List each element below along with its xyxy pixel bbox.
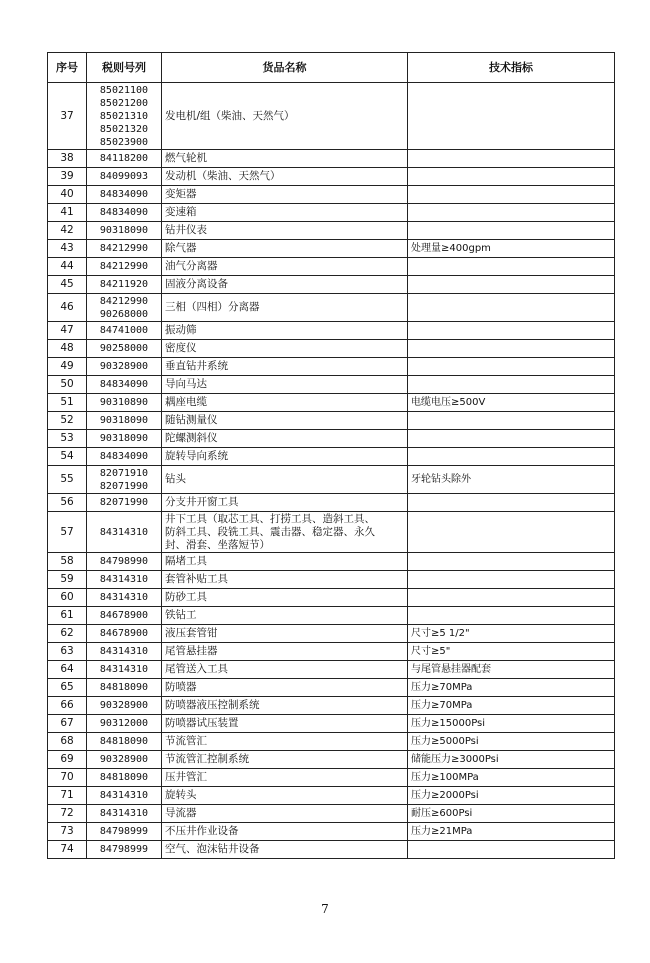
cell-tech-spec [408,430,615,448]
cell-tariff-code-line: 84798990 [99,556,149,567]
table-row [48,322,615,340]
table-row [48,823,615,841]
cell-tech-spec [408,222,615,240]
cell-tariff-code [87,823,162,841]
cell-tariff-code-line: 84314310 [99,808,149,819]
cell-seq: 57 [48,512,87,553]
cell-tech-spec [408,294,615,322]
cell-goods-name-line: 旋转头 [165,789,197,801]
page-number: 7 [321,902,329,916]
cell-seq: 50 [48,376,87,394]
cell-tariff-code-line: 84212990 [99,243,149,254]
cell-tech-spec [408,83,615,150]
cell-tech-spec [408,787,615,805]
cell-tariff-code [87,204,162,222]
cell-tariff-code-line: 84211920 [99,279,149,290]
cell-tariff-code-line: 84818090 [99,736,149,747]
cell-seq: 66 [48,697,87,715]
cell-tariff-code-line: 85021310 [99,110,149,122]
cell-tech-spec-line: 压力≥15000Psi [411,718,486,729]
table-row [48,150,615,168]
cell-tariff-code-line: 82071910 [99,467,149,479]
cell-goods-name [162,512,408,553]
cell-goods-name-line: 发动机（柴油、天然气） [165,170,281,182]
cell-goods-name [162,643,408,661]
cell-goods-name [162,697,408,715]
cell-goods-name-line: 隔堵工具 [165,555,207,567]
cell-tech-spec-line: 压力≥2000Psi [411,790,479,801]
cell-tariff-code [87,589,162,607]
cell-tariff-code [87,150,162,168]
cell-tech-spec [408,769,615,787]
cell-tech-spec [408,258,615,276]
cell-goods-name [162,240,408,258]
cell-tech-spec [408,340,615,358]
cell-tariff-code-line: 90328900 [99,361,149,372]
cell-seq: 67 [48,715,87,733]
cell-goods-name-line: 压井管汇 [165,771,207,783]
table-body [48,83,615,859]
cell-tariff-code [87,276,162,294]
cell-tariff-code [87,607,162,625]
table-row [48,83,615,150]
cell-seq: 52 [48,412,87,430]
cell-goods-name-line: 防斜工具、段铣工具、震击器、稳定器、永久 [165,525,375,538]
cell-tariff-code [87,168,162,186]
cell-seq: 73 [48,823,87,841]
cell-goods-name [162,787,408,805]
cell-tariff-code-line: 85021320 [99,123,149,135]
cell-goods-name-line: 垂直钻井系统 [165,360,228,372]
table-row [48,222,615,240]
cell-tech-spec [408,553,615,571]
cell-goods-name-line: 钻井仪表 [165,224,207,236]
cell-goods-name [162,204,408,222]
cell-seq: 61 [48,607,87,625]
cell-tariff-code-line: 90258000 [99,343,149,354]
cell-goods-name-line: 导向马达 [165,378,207,390]
cell-tech-spec [408,512,615,553]
cell-tariff-code [87,466,162,494]
cell-tariff-code [87,186,162,204]
cell-goods-name-line: 密度仪 [165,342,197,354]
cell-tech-spec [408,751,615,769]
table-row [48,168,615,186]
cell-tech-spec [408,571,615,589]
cell-goods-name-line: 钻头 [165,473,186,485]
cell-tariff-code-line: 90318090 [99,415,149,426]
cell-tariff-code-line: 85021200 [99,97,149,109]
cell-goods-name [162,625,408,643]
cell-tariff-code-line: 84834090 [99,451,149,462]
cell-tech-spec-line: 与尾管悬挂器配套 [411,664,491,675]
header-tariff-code: 税则号列 [87,53,162,83]
cell-goods-name [162,150,408,168]
cell-tariff-code-line: 84314310 [99,574,149,585]
table-row [48,607,615,625]
cell-tariff-code [87,751,162,769]
cell-goods-name-line: 分支井开窗工具 [165,496,239,508]
cell-tech-spec [408,448,615,466]
table-row [48,204,615,222]
cell-tariff-code-line: 90328900 [99,700,149,711]
cell-goods-name [162,494,408,512]
cell-goods-name [162,733,408,751]
table-row [48,805,615,823]
cell-goods-name [162,751,408,769]
table-row [48,589,615,607]
cell-goods-name-line: 变速箱 [165,206,197,218]
cell-tariff-code-line: 84678900 [99,610,149,621]
goods-table [47,52,615,859]
table-row [48,715,615,733]
cell-goods-name-line: 防砂工具 [165,591,207,603]
cell-tariff-code [87,340,162,358]
cell-goods-name-line: 尾管送入工具 [165,663,228,675]
cell-tariff-code [87,553,162,571]
table-row [48,512,615,553]
table-row [48,258,615,276]
cell-goods-name [162,466,408,494]
cell-tech-spec [408,643,615,661]
cell-tariff-code [87,643,162,661]
cell-seq: 72 [48,805,87,823]
cell-tech-spec [408,733,615,751]
cell-tech-spec-line: 处理量≥400gpm [411,243,491,254]
cell-seq: 54 [48,448,87,466]
cell-tariff-code [87,697,162,715]
header-tech-spec: 技术指标 [408,53,615,83]
cell-goods-name-line: 除气器 [165,242,197,254]
cell-tech-spec [408,240,615,258]
header-goods-name: 货品名称 [162,53,408,83]
cell-tariff-code [87,733,162,751]
cell-goods-name [162,376,408,394]
cell-goods-name [162,769,408,787]
cell-tariff-code-line: 90318090 [99,433,149,444]
cell-tariff-code [87,222,162,240]
cell-goods-name-line: 防喷器试压装置 [165,717,239,729]
table-row [48,494,615,512]
cell-tariff-code-line: 84099093 [99,171,149,182]
cell-tariff-code [87,512,162,553]
cell-tariff-code [87,322,162,340]
cell-seq: 43 [48,240,87,258]
cell-tech-spec-line: 压力≥21MPa [411,826,473,837]
cell-goods-name [162,168,408,186]
cell-tariff-code-line: 84678900 [99,628,149,639]
cell-tariff-code [87,240,162,258]
cell-seq: 65 [48,679,87,697]
cell-tariff-code-line: 84798999 [99,844,149,855]
table-row [48,466,615,494]
cell-tech-spec-line: 储能压力≥3000Psi [411,754,499,765]
cell-tariff-code-line: 90318090 [99,225,149,236]
cell-seq: 37 [48,83,87,150]
cell-tech-spec [408,841,615,859]
cell-tech-spec-line: 尺寸≥5" [411,646,451,657]
cell-goods-name [162,589,408,607]
cell-goods-name [162,607,408,625]
cell-goods-name-line: 套管补贴工具 [165,573,228,585]
cell-seq: 71 [48,787,87,805]
table-header-row [48,53,615,83]
table-row [48,769,615,787]
cell-seq: 62 [48,625,87,643]
cell-seq: 44 [48,258,87,276]
cell-tariff-code [87,661,162,679]
cell-goods-name [162,222,408,240]
cell-tariff-code [87,358,162,376]
cell-goods-name-line: 导流器 [165,807,197,819]
table-row [48,430,615,448]
cell-tech-spec [408,589,615,607]
cell-tech-spec [408,376,615,394]
cell-tech-spec [408,168,615,186]
cell-tech-spec [408,412,615,430]
cell-tariff-code [87,787,162,805]
cell-tariff-code-line: 82071990 [99,497,149,508]
cell-tariff-code-line: 82071990 [99,480,149,492]
cell-tech-spec [408,715,615,733]
cell-goods-name [162,571,408,589]
cell-tariff-code [87,571,162,589]
table-row [48,358,615,376]
cell-tariff-code [87,448,162,466]
cell-tariff-code-line: 84834090 [99,189,149,200]
cell-goods-name [162,340,408,358]
cell-goods-name-line: 耦座电缆 [165,396,207,408]
cell-goods-name-line: 燃气轮机 [165,152,207,164]
cell-seq: 58 [48,553,87,571]
cell-tech-spec [408,150,615,168]
cell-goods-name-line: 不压井作业设备 [165,825,239,837]
cell-tech-spec-line: 压力≥70MPa [411,682,473,693]
cell-tariff-code [87,769,162,787]
cell-tariff-code [87,494,162,512]
cell-goods-name-line: 铁钻工 [165,609,197,621]
cell-goods-name [162,276,408,294]
cell-seq: 49 [48,358,87,376]
cell-tech-spec [408,607,615,625]
cell-seq: 47 [48,322,87,340]
cell-tariff-code-line: 84818090 [99,682,149,693]
cell-goods-name [162,358,408,376]
table-row [48,841,615,859]
cell-goods-name [162,430,408,448]
cell-goods-name-line: 井下工具（取芯工具、打捞工具、造斜工具、 [165,512,375,525]
cell-tariff-code [87,805,162,823]
cell-tariff-code [87,841,162,859]
cell-goods-name [162,322,408,340]
cell-tariff-code-line: 84212990 [99,261,149,272]
cell-goods-name-line: 节流管汇 [165,735,207,747]
cell-seq: 64 [48,661,87,679]
cell-seq: 55 [48,466,87,494]
table-row [48,661,615,679]
cell-tariff-code-line: 84314310 [99,526,149,538]
cell-tech-spec-line: 牙轮钻头除外 [411,474,471,485]
cell-seq: 59 [48,571,87,589]
table-row [48,240,615,258]
cell-goods-name [162,186,408,204]
table-row [48,733,615,751]
cell-tariff-code-line: 85021100 [99,84,149,96]
table-row [48,679,615,697]
table-row [48,625,615,643]
table-row [48,787,615,805]
cell-goods-name-line: 防喷器 [165,681,197,693]
cell-tariff-code [87,376,162,394]
cell-goods-name [162,394,408,412]
table-row [48,186,615,204]
cell-tech-spec [408,679,615,697]
cell-seq: 69 [48,751,87,769]
cell-goods-name [162,553,408,571]
cell-tariff-code-line: 84741000 [99,325,149,336]
cell-seq: 70 [48,769,87,787]
cell-seq: 45 [48,276,87,294]
table-row [48,553,615,571]
cell-tariff-code [87,679,162,697]
table-row [48,412,615,430]
cell-seq: 53 [48,430,87,448]
cell-goods-name-line: 振动筛 [165,324,197,336]
cell-tariff-code-line: 84314310 [99,592,149,603]
table-row [48,376,615,394]
cell-goods-name [162,294,408,322]
cell-tariff-code [87,715,162,733]
cell-tech-spec [408,466,615,494]
cell-tariff-code [87,394,162,412]
cell-tariff-code-line: 84314310 [99,790,149,801]
cell-seq: 48 [48,340,87,358]
cell-goods-name-line: 防喷器液压控制系统 [165,699,260,711]
cell-goods-name-line: 节流管汇控制系统 [165,753,249,765]
header-seq: 序号 [48,53,87,83]
cell-goods-name [162,258,408,276]
cell-tech-spec [408,661,615,679]
cell-goods-name-line: 旋转导向系统 [165,450,228,462]
cell-goods-name [162,841,408,859]
cell-tariff-code-line: 90312000 [99,718,149,729]
cell-goods-name [162,823,408,841]
cell-goods-name-line: 油气分离器 [165,260,218,272]
cell-seq: 56 [48,494,87,512]
table-row [48,697,615,715]
cell-goods-name-line: 封、滑套、坐落短节） [165,538,270,551]
cell-goods-name-line: 陀螺测斜仪 [165,432,218,444]
cell-tariff-code [87,83,162,150]
cell-seq: 41 [48,204,87,222]
table-row [48,643,615,661]
cell-goods-name-line: 空气、泡沫钻井设备 [165,843,260,855]
cell-tech-spec [408,697,615,715]
cell-seq: 39 [48,168,87,186]
cell-goods-name-line: 变矩器 [165,188,197,200]
cell-tariff-code-line: 84212990 [99,295,149,307]
cell-tech-spec-line: 压力≥100MPa [411,772,479,783]
cell-seq: 60 [48,589,87,607]
cell-tariff-code-line: 84314310 [99,646,149,657]
cell-tariff-code-line: 84818090 [99,772,149,783]
cell-tariff-code-line: 84798999 [99,826,149,837]
cell-goods-name [162,679,408,697]
table-row [48,276,615,294]
cell-goods-name [162,715,408,733]
cell-goods-name-line: 随钻测量仪 [165,414,218,426]
cell-seq: 68 [48,733,87,751]
cell-tech-spec-line: 压力≥5000Psi [411,736,479,747]
cell-goods-name [162,661,408,679]
cell-tech-spec-line: 尺寸≥5 1/2" [411,628,470,639]
cell-tariff-code [87,625,162,643]
cell-tariff-code-line: 84834090 [99,379,149,390]
cell-tariff-code [87,412,162,430]
document-page [47,52,614,859]
cell-tech-spec [408,276,615,294]
cell-seq: 74 [48,841,87,859]
table-row [48,340,615,358]
cell-goods-name [162,412,408,430]
cell-tariff-code [87,294,162,322]
cell-goods-name [162,83,408,150]
cell-tech-spec-line: 耐压≥600Psi [411,808,473,819]
cell-goods-name-line: 发电机/组（柴油、天然气） [165,109,295,122]
cell-goods-name [162,448,408,466]
cell-tariff-code-line: 85023900 [99,136,149,148]
cell-tech-spec [408,186,615,204]
cell-seq: 63 [48,643,87,661]
table-row [48,294,615,322]
table-row [48,571,615,589]
cell-tech-spec [408,358,615,376]
cell-goods-name [162,805,408,823]
cell-tech-spec [408,322,615,340]
cell-seq: 42 [48,222,87,240]
cell-goods-name-line: 液压套管钳 [165,627,218,639]
table-row [48,751,615,769]
table-row [48,394,615,412]
cell-tariff-code [87,430,162,448]
cell-tech-spec [408,823,615,841]
cell-tariff-code-line: 90310890 [99,397,149,408]
cell-tech-spec-line: 电缆电压≥500V [411,397,486,408]
cell-tariff-code [87,258,162,276]
cell-tech-spec [408,394,615,412]
cell-tech-spec [408,494,615,512]
cell-tariff-code-line: 84834090 [99,207,149,218]
table-row [48,448,615,466]
cell-tech-spec [408,625,615,643]
cell-tech-spec [408,805,615,823]
cell-tariff-code-line: 84118200 [99,153,149,164]
cell-seq: 51 [48,394,87,412]
cell-goods-name-line: 三相（四相）分离器 [165,301,260,313]
cell-tech-spec [408,204,615,222]
cell-tariff-code-line: 90328900 [99,754,149,765]
cell-seq: 38 [48,150,87,168]
cell-tariff-code-line: 84314310 [99,664,149,675]
cell-tariff-code-line: 90268000 [99,308,149,320]
cell-seq: 46 [48,294,87,322]
cell-seq: 40 [48,186,87,204]
cell-tech-spec-line: 压力≥70MPa [411,700,473,711]
cell-goods-name-line: 尾管悬挂器 [165,645,218,657]
cell-goods-name-line: 固液分离设备 [165,278,228,290]
